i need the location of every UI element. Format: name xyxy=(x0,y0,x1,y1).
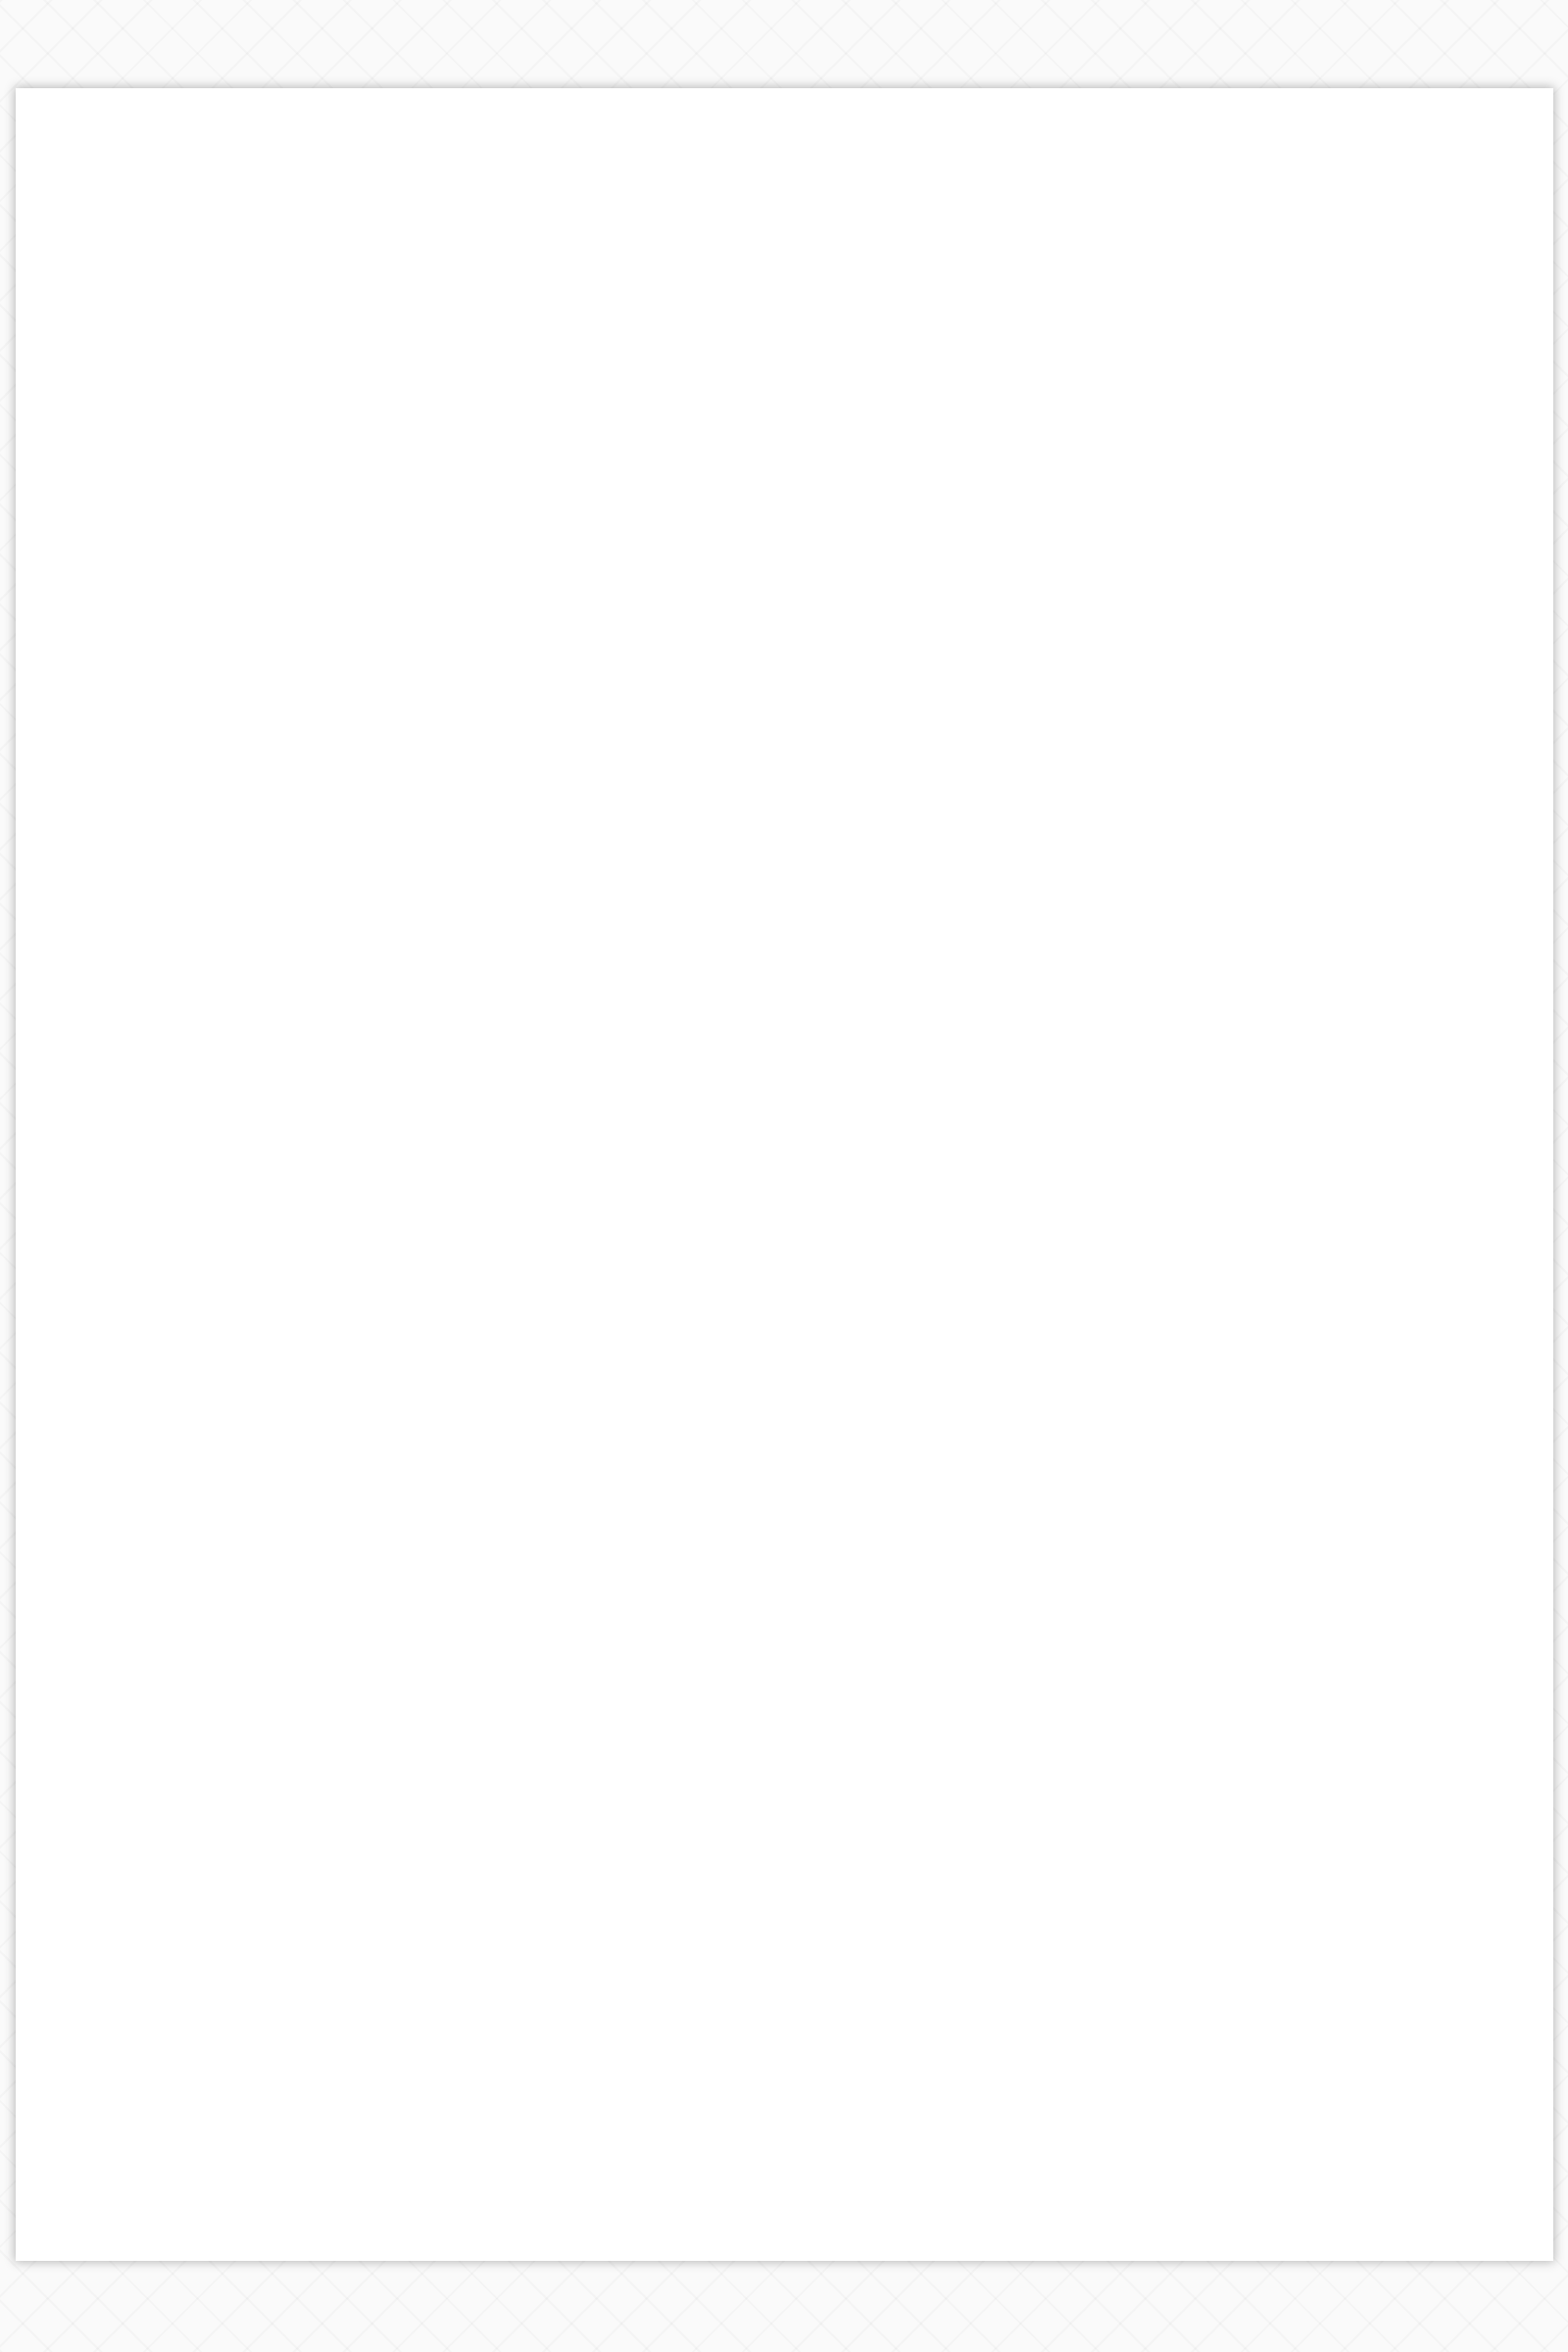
background-pattern-top xyxy=(0,0,1568,90)
background-pattern-bottom xyxy=(0,2259,1568,2352)
document-content xyxy=(237,88,1487,179)
document-page xyxy=(16,88,1553,2261)
